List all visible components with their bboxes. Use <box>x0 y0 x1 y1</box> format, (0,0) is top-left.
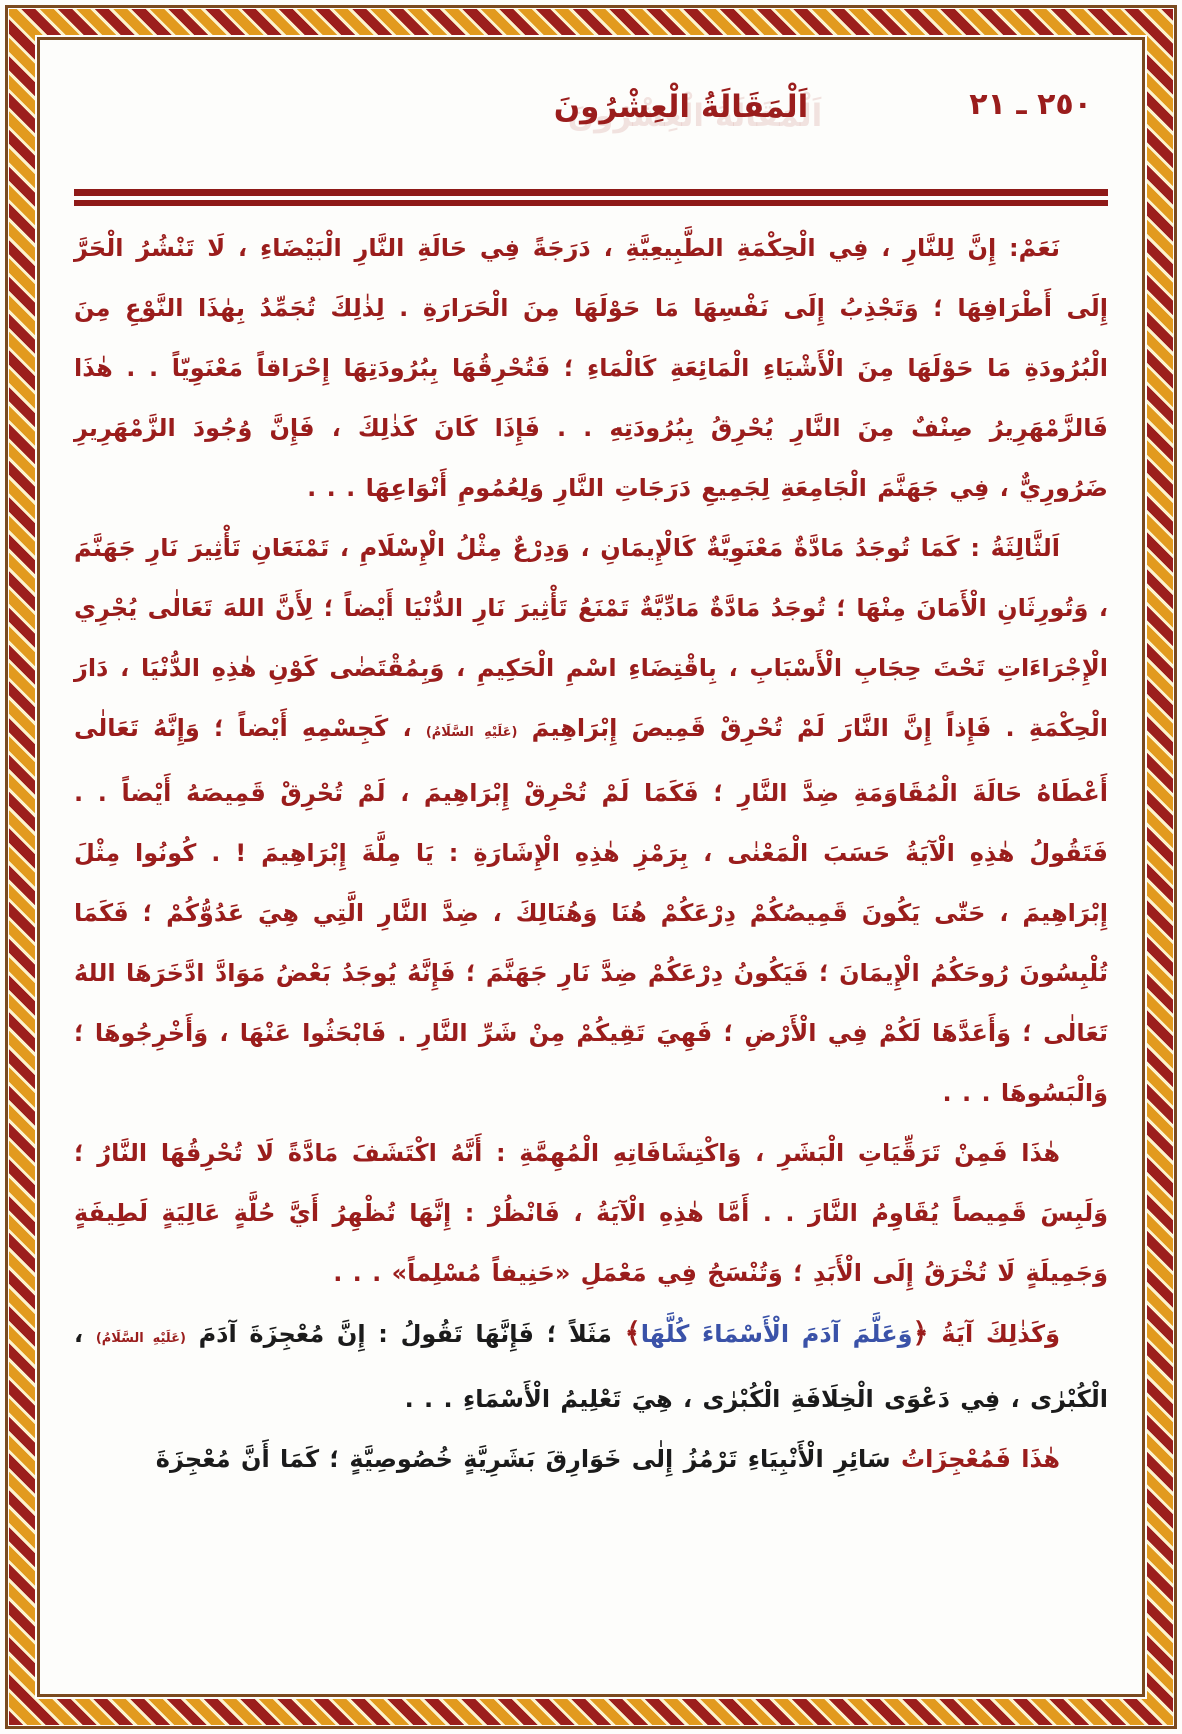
verse-bracket: ﴿ <box>912 1316 929 1349</box>
body-text <box>74 218 1108 1489</box>
body-paragraph <box>74 218 1108 518</box>
verse-bracket: ﴾ <box>624 1316 641 1349</box>
quran-verse: وَعَلَّمَ آدَمَ الْأَسْمَاءَ كُلَّهَا <box>640 1320 913 1348</box>
text-segment: ، كَجِسْمِهِ أَيْضاً ؛ وَإِنَّهُ تَعَالٰى أَعْطَاهُ حَالَةَ الْمُقَاوَمَةِ ضِدَّ النَّارِ ؛ فَكَمَا لَمْ تُحْرِقْ إِبْرَاهِيمَ ، لَمْ تُحْرِقْ قَمِيصَهُ أَيْضاً . . فَتَقُولُ هٰذِهِ الْآيَةُ حَسَبَ الْمَعْنٰى ، بِرَمْزِ هٰذِهِ الْإِشَارَةِ : يَا مِلَّةَ إِبْرَاهِيمَ ! . كُونُوا مِثْلَ إِبْرَاهِيمَ ، حَتّٰى يَكُونَ قَمِيصُكُمْ دِرْعَكُمْ هُنَا وَهُنَالِكَ ، ضِدَّ النَّارِ الَّتِي هِيَ عَدُوُّكُمْ ؛ فَكَمَا تُلْبِسُونَ رُوحَكُمُ الْإِيمَانَ ؛ فَيَكُونُ دِرْعَكُمْ ضِدَّ نَارِ جَهَنَّمَ ؛ فَإِنَّهُ يُوجَدُ بَعْضُ مَوَادَّ ادَّخَرَهَا اللهُ تَعَالٰى ؛ وَأَعَدَّهَا لَكُمْ فِي الْأَرْضِ ؛ فَهِيَ تَقِيكُمْ مِنْ شَرِّ النَّارِ . فَابْحَثُوا عَنْهَا ، وَأَخْرِجُوهَا ؛ وَالْبَسُوهَا . . . <box>74 714 1108 1107</box>
header-double-rule <box>74 189 1108 206</box>
text-segment: هٰذَا فَمُعْجِزَاتُ <box>890 1445 1060 1473</box>
body-paragraph <box>74 1123 1108 1303</box>
body-paragraph <box>74 1429 1108 1489</box>
alayhi-salam-mark: (عَلَيْهِ السَّلَامُ) <box>95 1331 186 1346</box>
text-segment: هٰذَا فَمِنْ تَرَقِّيَاتِ الْبَشَرِ ، وَاكْتِشَافَاتِهِ الْمُهِمَّةِ : أَنَّهُ اكْتَشَفَ مَادَّةً لَا تُحْرِقُهَا النَّارُ ؛ وَلَبِسَ قَمِيصاً يُقَاوِمُ النَّارَ . . أَمَّا هٰذِهِ الْآيَةُ ، فَانْظُرْ : إِنَّهَا تُظْهِرُ أَيَّ حُلَّةٍ عَالِيَةٍ لَطِيفَةٍ وَجَمِيلَةٍ لَا تُخْرَقُ إِلَى الْأَبَدِ ؛ وَتُنْسَجُ فِي مَعْمَلِ «حَنِيفاً مُسْلِماً» . . . <box>74 1139 1108 1287</box>
text-segment: مَثَلاً ؛ فَإِنَّهَا تَقُولُ : إِنَّ مُعْجِزَةَ آدَمَ <box>185 1320 625 1348</box>
page-number: ٢٥٠ ـ ٢١ <box>969 87 1092 122</box>
text-segment: سَائِرِ الْأَنْبِيَاءِ تَرْمُزُ إِلٰى خَوَارِقَ بَشَرِيَّةٍ خُصُوصِيَّةٍ ؛ كَمَا أَنَّ مُعْجِزَةَ <box>155 1445 891 1473</box>
alayhi-salam-mark: (عَلَيْهِ السَّلَامُ) <box>425 725 518 740</box>
page-header <box>74 55 1108 175</box>
text-segment: ، الْكُبْرٰى ، فِي دَعْوَى الْخِلَافَةِ الْكُبْرٰى ، هِيَ تَعْلِيمُ الْأَسْمَاءِ . . . <box>74 1320 1108 1413</box>
body-paragraph <box>74 518 1108 1123</box>
body-paragraph <box>74 1303 1108 1429</box>
text-segment: نَعَمْ: إِنَّ لِلنَّارِ ، فِي الْحِكْمَةِ الطَّبِيعِيَّةِ ، دَرَجَةً فِي حَالَةِ النَّارِ الْبَيْضَاءِ ، لَا تَنْشُرُ الْحَرَّ إِلَى أَطْرَافِهَا ؛ وَتَجْذِبُ إِلَى نَفْسِهَا مَا حَوْلَهَا مِنَ الْحَرَارَةِ . لِذٰلِكَ تُجَمِّدُ بِهٰذَا النَّوْعِ مِنَ الْبُرُودَةِ مَا حَوْلَهَا مِنَ الْأَشْيَاءِ الْمَائِعَةِ كَالْمَاءِ ؛ فَتُحْرِقُهَا بِبُرُودَتِهَا إِحْرَاقاً مَعْنَوِيّاً . . هٰذَا فَالزَّمْهَرِيرُ صِنْفٌ مِنَ النَّارِ يُحْرِقُ بِبُرُودَتِهِ . . فَإِذَا كَانَ كَذٰلِكَ ، فَإِنَّ وُجُودَ الزَّمْهَرِيرِ ضَرُورِيٌّ ، فِي جَهَنَّمَ الْجَامِعَةِ لِجَمِيعِ دَرَجَاتِ النَّارِ وَلِعُمُومِ أَنْوَاعِهَا . . . <box>74 234 1108 502</box>
text-segment: اَلثَّالِثَةُ : كَمَا تُوجَدُ مَادَّةٌ مَعْنَوِيَّةٌ كَالْإِيمَانِ ، وَدِرْعٌ مِثْلُ الْإِسْلَامِ ، تَمْنَعَانِ تَأْثِيرَ نَارِ جَهَنَّمَ ، وَتُورِثَانِ الْأَمَانَ مِنْهَا ؛ تُوجَدُ مَادَّةٌ مَادِّيَّةٌ تَمْنَعُ تَأْثِيرَ نَارِ الدُّنْيَا أَيْضاً ؛ لِأَنَّ اللهَ تَعَالٰى يُجْرِي الْإِجْرَاءَاتِ تَحْتَ حِجَابِ الْأَسْبَابِ ، بِاقْتِضَاءِ اسْمِ الْحَكِيمِ ، وَبِمُقْتَضٰى كَوْنِ هٰذِهِ الدُّنْيَا ، دَارَ الْحِكْمَةِ . فَإِذاً إِنَّ النَّارَ لَمْ تُحْرِقْ قَمِيصَ إِبْرَاهِيمَ <box>74 534 1109 742</box>
text-segment: وَكَذٰلِكَ آيَةُ <box>928 1320 1060 1348</box>
page-content <box>41 41 1141 1693</box>
rule-bar-top <box>74 189 1108 196</box>
rule-bar-bottom <box>74 200 1108 206</box>
page-title: اَلْمَقَالَةُ الْعِشْرُونَ <box>553 89 809 125</box>
